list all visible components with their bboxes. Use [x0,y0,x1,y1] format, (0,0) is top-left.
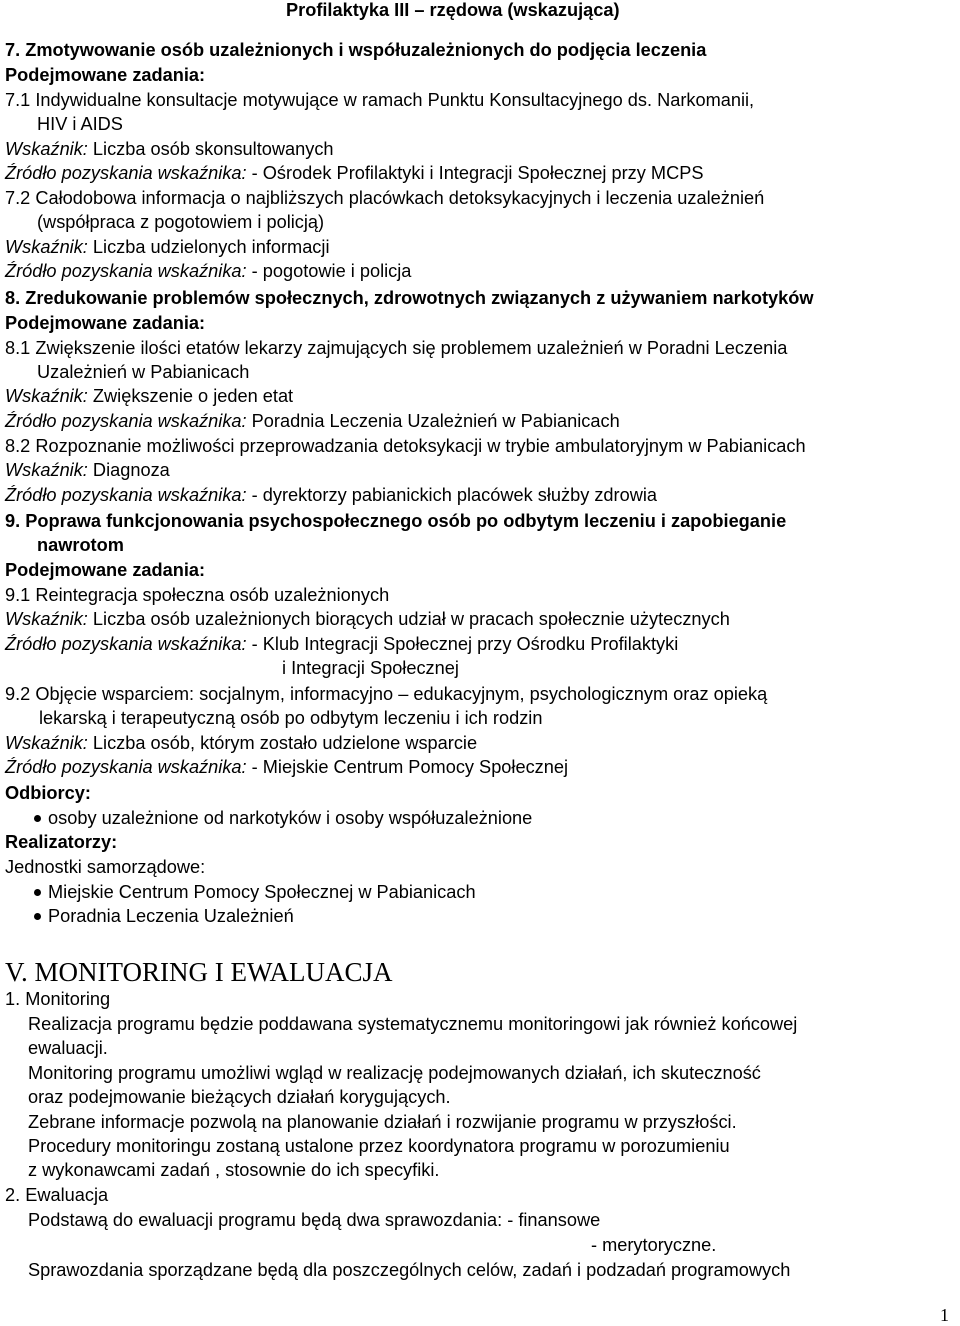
indicator-value: Liczba osób uzależnionych biorących udział w pracach społecznie użytecznych [87,609,730,629]
source-value: - Miejskie Centrum Pomocy Społecznej [246,757,569,777]
source-9-2 [5,757,568,777]
task-7-2: 7.2 Całodobowa informacja o najbliższych placówkach detoksykacyjnych i leczenia uzależnień [5,188,765,208]
indicator-9-2 [5,733,477,753]
monitoring-paragraph: oraz podejmowanie bieżących działań korygujących. [28,1087,451,1107]
section-v-heading: V. MONITORING I EWALUACJA [5,957,393,987]
indicator-7-1 [5,139,334,159]
task-7-2-cont: (współpraca z pogotowiem i policją) [37,212,325,232]
source-label: Źródło pozyskania wskaźnika: [5,261,247,281]
monitoring-paragraph: z wykonawcami zadań , stosownie do ich specyfiki. [28,1160,440,1180]
bullet-icon [34,815,41,822]
source-9-1 [5,634,678,654]
indicator-label: Wskaźnik: [5,139,88,159]
implementers-heading: Realizatorzy: [5,832,118,852]
page-number: 1 [940,1305,949,1325]
tasks-label: Podejmowane zadania: [5,560,206,580]
task-7-1: 7.1 Indywidualne konsultacje motywujące w ramach Punktu Konsultacyjnego ds. Narkomanii, [5,90,755,110]
source-label: Źródło pozyskania wskaźnika: [5,634,247,654]
recipients-heading: Odbiorcy: [5,783,91,803]
indicator-value: Liczba osób, którym zostało udzielone wsparcie [87,733,478,753]
implementers-item: Poradnia Leczenia Uzależnień [48,906,294,926]
implementers-item: Miejskie Centrum Pomocy Społecznej w Pabianicach [48,882,476,902]
indicator-label: Wskaźnik: [5,733,88,753]
task-9-2: 9.2 Objęcie wsparciem: socjalnym, informacyjno – edukacyjnym, psychologicznym oraz opieką [5,684,768,704]
task-8-2: 8.2 Rozpoznanie możliwości przeprowadzania detoksykacji w trybie ambulatoryjnym w Pabianicach [5,436,806,456]
source-8-2 [5,485,657,505]
monitoring-paragraph: Zebrane informacje pozwolą na planowanie działań i rozwijanie programu w przyszłości. [28,1112,737,1132]
section-7-heading: 7. Zmotywowanie osób uzależnionych i współuzależnionych do podjęcia leczenia [5,40,707,60]
indicator-label: Wskaźnik: [5,609,88,629]
section-8-heading: 8. Zredukowanie problemów społecznych, zdrowotnych związanych z używaniem narkotyków [5,288,814,308]
source-8-1 [5,411,620,431]
monitoring-paragraph: Realizacja programu będzie poddawana systematycznemu monitoringowi jak również końcowej [28,1014,798,1034]
source-label: Źródło pozyskania wskaźnika: [5,411,247,431]
task-8-1-cont: Uzależnień w Pabianicach [37,362,250,382]
recipients-item: osoby uzależnione od narkotyków i osoby współuzależnione [48,808,533,828]
source-label: Źródło pozyskania wskaźnika: [5,757,247,777]
source-label: Źródło pozyskania wskaźnika: [5,163,247,183]
indicator-label: Wskaźnik: [5,386,88,406]
source-value: - Klub Integracji Społecznej przy Ośrodku Profilaktyki [246,634,679,654]
source-7-2 [5,261,411,281]
evaluation-title: 2. Ewaluacja [5,1185,109,1205]
indicator-value: Diagnoza [87,460,170,480]
source-value: Poradnia Leczenia Uzależnień w Pabianicach [246,411,620,431]
indicator-7-2 [5,237,329,257]
indicator-8-2 [5,460,170,480]
source-7-1 [5,163,703,183]
indicator-value: Liczba osób skonsultowanych [87,139,334,159]
monitoring-paragraph: Monitoring programu umożliwi wgląd w realizację podejmowanych działań, ich skuteczność [28,1063,761,1083]
section-9-heading: 9. Poprawa funkcjonowania psychospołecznego osób po odbytym leczeniu i zapobieganie [5,511,787,531]
indicator-label: Wskaźnik: [5,237,88,257]
bullet-icon [34,913,41,920]
evaluation-paragraph-cont: - merytoryczne. [591,1235,717,1255]
source-value: - Ośrodek Profilaktyki i Integracji Społecznej przy MCPS [246,163,704,183]
tasks-label: Podejmowane zadania: [5,313,206,333]
task-8-1: 8.1 Zwiększenie ilości etatów lekarzy zajmujących się problemem uzależnień w Poradni Leczenia [5,338,788,358]
task-9-1: 9.1 Reintegracja społeczna osób uzależnionych [5,585,390,605]
tasks-label: Podejmowane zadania: [5,65,206,85]
section-9-heading-cont: nawrotom [37,535,124,555]
source-value: - dyrektorzy pabianickich placówek służby zdrowia [246,485,658,505]
page-title: Profilaktyka III – rzędowa (wskazująca) [286,0,620,20]
task-7-1-cont: HIV i AIDS [37,114,123,134]
indicator-label: Wskaźnik: [5,460,88,480]
source-value: - pogotowie i policja [246,261,412,281]
evaluation-paragraph: Sprawozdania sporządzane będą dla poszczególnych celów, zadań i podzadań programowych [28,1260,791,1280]
indicator-value: Zwiększenie o jeden etat [87,386,294,406]
bullet-icon [34,889,41,896]
source-label: Źródło pozyskania wskaźnika: [5,485,247,505]
indicator-9-1 [5,609,730,629]
monitoring-paragraph: Procedury monitoringu zostaną ustalone przez koordynatora programu w porozumieniu [28,1136,730,1156]
implementers-subheading: Jednostki samorządowe: [5,857,206,877]
evaluation-paragraph: Podstawą do ewaluacji programu będą dwa sprawozdania: - finansowe [28,1210,601,1230]
task-9-2-cont: lekarską i terapeutyczną osób po odbytym leczeniu i ich rodzin [39,708,543,728]
indicator-value: Liczba udzielonych informacji [87,237,330,257]
monitoring-paragraph: ewaluacji. [28,1038,108,1058]
indicator-8-1 [5,386,293,406]
source-9-1-cont: i Integracji Społecznej [282,658,459,678]
monitoring-title: 1. Monitoring [5,989,111,1009]
